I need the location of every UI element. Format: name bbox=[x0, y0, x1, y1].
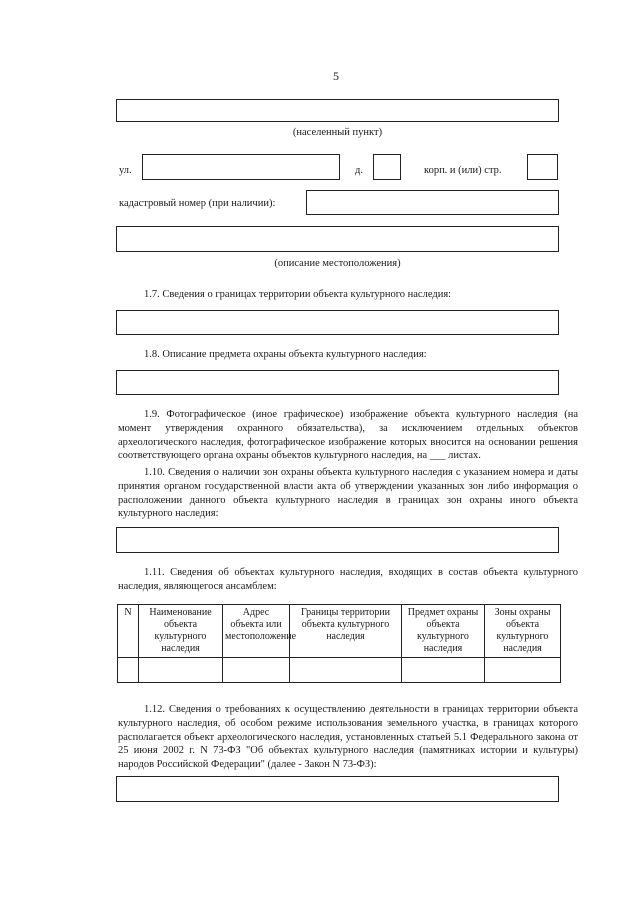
col-header-zones: Зоны охраны объекта культурного наследия bbox=[485, 605, 561, 658]
settlement-caption: (населенный пункт) bbox=[292, 127, 383, 138]
building-label: корп. и (или) стр. bbox=[424, 165, 502, 176]
ensemble-table bbox=[117, 604, 561, 683]
col-header-name: Наименование объекта культурного наследия bbox=[139, 605, 223, 658]
territory-bounds-field[interactable] bbox=[116, 310, 559, 335]
section-1-7-label: 1.7. Сведения о границах территории объекта культурного наследия: bbox=[144, 289, 452, 300]
section-1-11-text bbox=[118, 566, 578, 594]
table-cell[interactable] bbox=[290, 658, 402, 683]
table-row bbox=[118, 658, 561, 683]
house-label: д. bbox=[355, 165, 363, 176]
settlement-field[interactable] bbox=[116, 99, 559, 122]
protection-subject-field[interactable] bbox=[116, 370, 559, 395]
section-1-9-content: 1.9. Фотографическое (иное графическое) изображение объекта культурного наследия (на момент утверждения охранного обязательства), за исключением отдельных объектов археологического наследия, фотографическое изображение которых вносится на основании решения соответствующего органа охраны объектов культурного наследия, на ___ листах. bbox=[118, 409, 578, 462]
section-1-10-text bbox=[118, 466, 578, 521]
section-1-11-content: 1.11. Сведения об объектах культурного наследия, входящих в состав объекта культурного наследия, являющегося ансамблем: bbox=[118, 567, 578, 592]
section-1-9-text bbox=[118, 408, 578, 463]
cadastral-label: кадастровый номер (при наличии): bbox=[119, 198, 276, 209]
col-header-number: N bbox=[118, 605, 139, 658]
location-caption: (описание местоположения) bbox=[274, 258, 401, 269]
section-1-8-label: 1.8. Описание предмета охраны объекта культурного наследия: bbox=[144, 349, 427, 360]
protection-zones-field[interactable] bbox=[116, 527, 559, 553]
page-number: 5 bbox=[333, 69, 339, 83]
table-cell[interactable] bbox=[223, 658, 290, 683]
col-header-subject: Предмет охраны объекта культурного наследия bbox=[402, 605, 485, 658]
section-1-10-content: 1.10. Сведения о наличии зон охраны объекта культурного наследия с указанием номера и даты принятия органом государственной власти акта об утверждении указанных зон либо информация о расположении данного объекта культурного наследия в границах зон охраны иного объекта культурного наследия: bbox=[118, 467, 578, 520]
table-header-row bbox=[118, 605, 561, 658]
table-cell[interactable] bbox=[139, 658, 223, 683]
street-label: ул. bbox=[119, 165, 132, 176]
col-header-address: Адрес объекта или местоположение bbox=[223, 605, 290, 658]
cadastral-field[interactable] bbox=[306, 190, 559, 215]
table-cell[interactable] bbox=[485, 658, 561, 683]
table-cell[interactable] bbox=[118, 658, 139, 683]
location-field[interactable] bbox=[116, 226, 559, 252]
building-field[interactable] bbox=[527, 154, 558, 180]
table-cell[interactable] bbox=[402, 658, 485, 683]
section-1-12-content: 1.12. Сведения о требованиях к осуществлению деятельности в границах территории объекта культурного наследия, об особом режиме использования земельного участка, в границах которого располагается объект археологического наследия, установленных статьей 5.1 Федерального закона от 25 июня 2002 г. N 73-ФЗ "Об объектах культурного наследия (памятниках истории и культуры) народов Российской Федерации" (далее - Закон N 73-ФЗ): bbox=[118, 704, 578, 771]
activity-requirements-field[interactable] bbox=[116, 776, 559, 802]
section-1-12-text bbox=[118, 703, 578, 772]
col-header-territory: Границы территории объекта культурного наследия bbox=[290, 605, 402, 658]
house-field[interactable] bbox=[373, 154, 401, 180]
street-field[interactable] bbox=[142, 154, 340, 180]
